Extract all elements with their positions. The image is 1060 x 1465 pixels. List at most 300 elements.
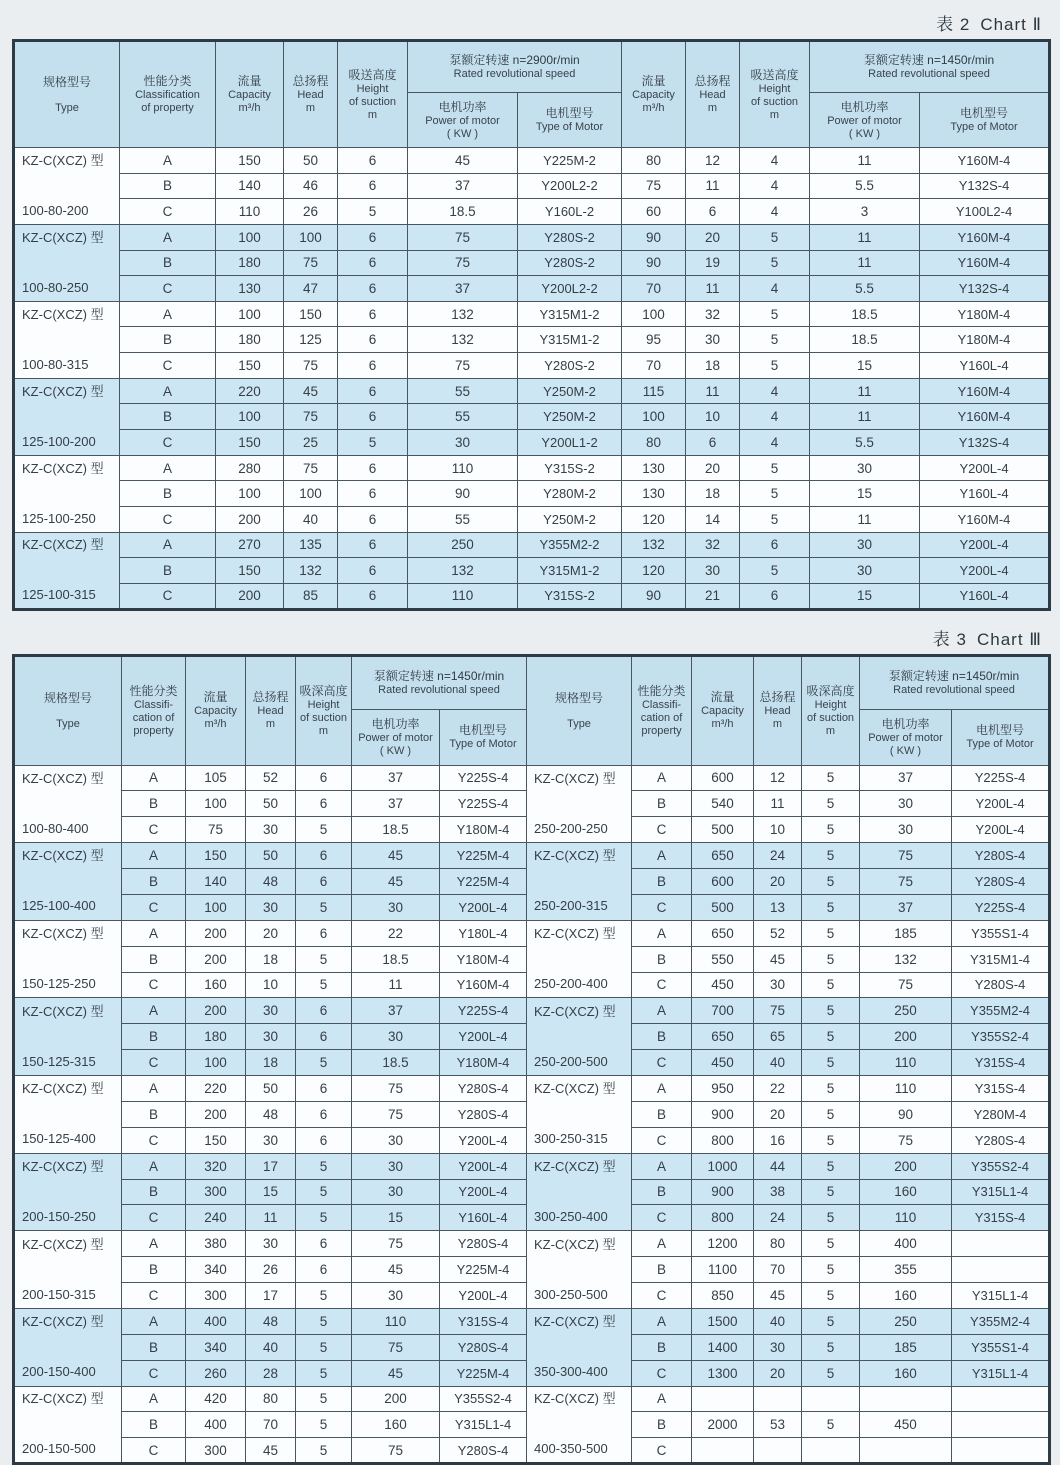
value-cell: 250 (860, 1308, 952, 1334)
value-cell: 340 (186, 1257, 246, 1283)
value-cell: 50 (246, 843, 296, 869)
value-cell: 160 (860, 1179, 952, 1205)
motor-cell: Y280S-4 (440, 1076, 527, 1102)
value-cell: 220 (216, 378, 284, 404)
pump-type-cell (14, 998, 122, 1076)
motor-cell: Y180M-4 (440, 817, 527, 843)
class-cell: C (632, 1360, 692, 1386)
class-cell: B (122, 1024, 186, 1050)
table-row (14, 148, 1050, 174)
class-cell: B (120, 327, 216, 353)
pump-type-cell (14, 765, 122, 843)
value-cell: 45 (754, 1283, 802, 1309)
value-cell: 600 (692, 765, 754, 791)
pump-model: KZ-C(XCZ) 型 (534, 770, 616, 786)
value-cell: 340 (186, 1334, 246, 1360)
value-cell: 900 (692, 1101, 754, 1127)
pump-size: 300-250-315 (534, 1131, 608, 1147)
class-cell: C (122, 972, 186, 998)
pump-model: KZ-C(XCZ) 型 (22, 306, 104, 322)
value-cell: 5 (802, 1153, 860, 1179)
motor-cell: Y225S-4 (440, 765, 527, 791)
chart2-title (12, 8, 1048, 39)
value-cell: 48 (246, 869, 296, 895)
value-cell: 40 (284, 506, 338, 532)
motor-cell: Y315L1-4 (952, 1360, 1050, 1386)
value-cell: 6 (296, 1024, 352, 1050)
pump-model: KZ-C(XCZ) 型 (22, 1003, 104, 1019)
pump-model: KZ-C(XCZ) 型 (534, 848, 616, 864)
pump-type-cell (14, 148, 120, 225)
value-cell: 132 (408, 558, 518, 584)
motor-cell: Y280S-4 (952, 843, 1050, 869)
class-cell: C (632, 894, 692, 920)
value-cell: 5 (802, 1024, 860, 1050)
value-cell: 20 (686, 455, 740, 481)
table-row (14, 1231, 1050, 1257)
value-cell: 120 (622, 506, 686, 532)
value-cell: 5 (802, 1231, 860, 1257)
pump-model: KZ-C(XCZ) 型 (534, 1158, 616, 1174)
value-cell: 6 (338, 301, 408, 327)
motor-cell: Y132S-4 (920, 276, 1050, 302)
value-cell: 20 (754, 869, 802, 895)
value-cell: 6 (296, 1076, 352, 1102)
class-cell: A (632, 1386, 692, 1412)
motor-cell: Y315S-4 (952, 1076, 1050, 1102)
pump-model: KZ-C(XCZ) 型 (22, 460, 104, 476)
value-cell: 6 (296, 765, 352, 791)
pump-model: KZ-C(XCZ) 型 (534, 1081, 616, 1097)
value-cell: 6 (338, 250, 408, 276)
t2-header-speed-2900: 泵额定转速 n=2900r/min Rated revolutional speed (408, 41, 622, 93)
value-cell: 24 (754, 1205, 802, 1231)
value-cell: 13 (754, 894, 802, 920)
value-cell: 150 (186, 1127, 246, 1153)
pump-size: 150-125-250 (22, 976, 96, 992)
motor-cell: Y200L2-2 (518, 276, 622, 302)
value-cell: 100 (284, 481, 338, 507)
value-cell: 18.5 (352, 1050, 440, 1076)
class-cell: A (632, 1231, 692, 1257)
value-cell: 6 (338, 148, 408, 174)
value-cell: 100 (186, 1050, 246, 1076)
class-cell: B (120, 481, 216, 507)
class-cell: A (632, 843, 692, 869)
motor-cell: Y315L1-4 (952, 1179, 1050, 1205)
value-cell: 11 (810, 506, 920, 532)
value-cell: 75 (408, 250, 518, 276)
table-row (14, 378, 1050, 404)
class-cell: C (120, 353, 216, 379)
pump-model: KZ-C(XCZ) 型 (22, 926, 104, 942)
pump-size: 125-100-315 (22, 587, 96, 603)
value-cell: 30 (352, 1127, 440, 1153)
value-cell: 110 (352, 1308, 440, 1334)
value-cell: 75 (284, 353, 338, 379)
t3-header-power-left: 电机功率 Power of motor ( KW ) (352, 709, 440, 765)
value-cell: 85 (284, 583, 338, 609)
value-cell: 18.5 (810, 301, 920, 327)
motor-cell: Y225S-4 (440, 998, 527, 1024)
table-row (14, 765, 1050, 791)
class-cell: C (122, 1050, 186, 1076)
value-cell: 6 (338, 506, 408, 532)
value-cell: 280 (216, 455, 284, 481)
pump-size: 200-150-315 (22, 1286, 96, 1302)
t2-header-capacity-1: 流量 Capacity m³/h (216, 41, 284, 148)
value-cell: 400 (186, 1412, 246, 1438)
value-cell: 5 (802, 1360, 860, 1386)
chart3-table (12, 654, 1051, 1465)
value-cell: 12 (754, 765, 802, 791)
motor-cell: Y200L-4 (440, 1024, 527, 1050)
value-cell: 80 (622, 430, 686, 456)
pump-size: 150-125-315 (22, 1053, 96, 1069)
motor-cell: Y225M-4 (440, 1257, 527, 1283)
value-cell: 550 (692, 946, 754, 972)
pump-size: 200-150-250 (22, 1208, 96, 1224)
value-cell: 125 (284, 327, 338, 353)
pump-size: 125-100-400 (22, 898, 96, 914)
value-cell: 650 (692, 920, 754, 946)
motor-cell: Y315S-4 (952, 1050, 1050, 1076)
class-cell: A (120, 148, 216, 174)
t3-header-classification-left: 性能分类 Classifi- cation of property (122, 655, 186, 765)
value-cell: 30 (352, 1024, 440, 1050)
t3-header-motor-left: 电机型号 Type of Motor (440, 709, 527, 765)
t2-header-suction-2: 吸送高度 Height of suction m (740, 41, 810, 148)
value-cell: 30 (810, 532, 920, 558)
t3-header-motor-right: 电机型号 Type of Motor (952, 709, 1050, 765)
table-row (14, 301, 1050, 327)
value-cell: 200 (186, 946, 246, 972)
motor-cell: Y160L-4 (440, 1205, 527, 1231)
class-cell: A (120, 532, 216, 558)
value-cell: 140 (216, 173, 284, 199)
table-row (14, 224, 1050, 250)
value-cell: 37 (352, 998, 440, 1024)
value-cell: 40 (246, 1334, 296, 1360)
class-cell: C (122, 1127, 186, 1153)
class-cell: B (122, 1412, 186, 1438)
value-cell: 400 (186, 1308, 246, 1334)
value-cell: 28 (246, 1360, 296, 1386)
value-cell: 5 (802, 1050, 860, 1076)
pump-type-cell (14, 1076, 122, 1154)
motor-cell: Y355S1-4 (952, 920, 1050, 946)
pump-size: 350-300-400 (534, 1364, 608, 1380)
motor-cell: Y280S-4 (952, 869, 1050, 895)
class-cell: A (120, 378, 216, 404)
value-cell: 200 (860, 1024, 952, 1050)
value-cell: 300 (186, 1179, 246, 1205)
pump-size: 125-100-250 (22, 510, 96, 526)
class-cell: B (122, 791, 186, 817)
value-cell: 11 (352, 972, 440, 998)
value-cell: 52 (754, 920, 802, 946)
motor-cell: Y280S-4 (440, 1438, 527, 1464)
value-cell: 6 (296, 869, 352, 895)
pump-model: KZ-C(XCZ) 型 (534, 1314, 616, 1330)
value-cell: 65 (754, 1024, 802, 1050)
value-cell: 4 (740, 378, 810, 404)
value-cell: 75 (408, 224, 518, 250)
value-cell: 60 (622, 199, 686, 225)
pump-type-cell (527, 1231, 632, 1309)
value-cell: 270 (216, 532, 284, 558)
pump-type-cell (14, 920, 122, 998)
class-cell: A (122, 920, 186, 946)
value-cell: 355 (860, 1257, 952, 1283)
pump-type-cell (527, 1153, 632, 1231)
motor-cell: Y225S-4 (952, 894, 1050, 920)
pump-model: KZ-C(XCZ) 型 (534, 1236, 616, 1252)
value-cell: 240 (186, 1205, 246, 1231)
value-cell: 150 (284, 301, 338, 327)
motor-cell: Y355M2-4 (952, 998, 1050, 1024)
class-cell: C (120, 506, 216, 532)
value-cell: 45 (408, 148, 518, 174)
value-cell: 5 (802, 817, 860, 843)
value-cell: 70 (246, 1412, 296, 1438)
value-cell: 75 (352, 1438, 440, 1464)
motor-cell: Y315M1-2 (518, 301, 622, 327)
value-cell: 5 (802, 972, 860, 998)
table-row (14, 1308, 1050, 1334)
pump-type-cell (527, 765, 632, 843)
value-cell: 75 (352, 1231, 440, 1257)
class-cell: C (122, 894, 186, 920)
value-cell: 180 (186, 1024, 246, 1050)
value-cell: 1300 (692, 1360, 754, 1386)
t2-header-power-2: 电机功率 Power of motor ( KW ) (810, 93, 920, 148)
pump-size: 125-100-200 (22, 433, 96, 449)
pump-model: KZ-C(XCZ) 型 (22, 383, 104, 399)
pump-size: 100-80-400 (22, 820, 89, 836)
value-cell: 75 (860, 843, 952, 869)
value-cell: 30 (352, 894, 440, 920)
motor-cell: Y200L-4 (920, 558, 1050, 584)
value-cell: 5 (740, 250, 810, 276)
value-cell: 40 (754, 1050, 802, 1076)
pump-type-cell (527, 1308, 632, 1386)
value-cell: 650 (692, 843, 754, 869)
class-cell: C (632, 1205, 692, 1231)
pump-size: 100-80-200 (22, 202, 89, 218)
value-cell: 75 (352, 1101, 440, 1127)
pump-model: KZ-C(XCZ) 型 (534, 1391, 616, 1407)
value-cell: 100 (622, 301, 686, 327)
class-cell: C (122, 1205, 186, 1231)
value-cell: 3 (810, 199, 920, 225)
value-cell: 25 (284, 430, 338, 456)
value-cell: 540 (692, 791, 754, 817)
motor-cell: Y225M-4 (440, 1360, 527, 1386)
value-cell: 18 (686, 481, 740, 507)
value-cell: 5 (296, 1412, 352, 1438)
motor-cell: Y280S-4 (440, 1231, 527, 1257)
class-cell: C (120, 583, 216, 609)
class-cell: C (632, 972, 692, 998)
motor-cell: Y200L-4 (440, 1283, 527, 1309)
motor-cell: Y280S-2 (518, 353, 622, 379)
value-cell: 185 (860, 920, 952, 946)
value-cell: 30 (408, 430, 518, 456)
pump-model: KZ-C(XCZ) 型 (22, 848, 104, 864)
value-cell: 75 (284, 455, 338, 481)
value-cell: 37 (352, 765, 440, 791)
motor-cell: Y160M-4 (920, 148, 1050, 174)
value-cell: 130 (622, 481, 686, 507)
motor-cell: Y160M-4 (920, 506, 1050, 532)
table-row (14, 199, 1050, 225)
value-cell: 5 (296, 1153, 352, 1179)
motor-cell: Y200L2-2 (518, 173, 622, 199)
class-cell: C (632, 817, 692, 843)
class-cell: B (632, 946, 692, 972)
value-cell (802, 1386, 860, 1412)
value-cell: 900 (692, 1179, 754, 1205)
motor-cell: Y355S2-4 (440, 1386, 527, 1412)
value-cell (860, 1386, 952, 1412)
value-cell: 75 (754, 998, 802, 1024)
motor-cell: Y200L-4 (440, 894, 527, 920)
value-cell: 19 (686, 250, 740, 276)
pump-size: 150-125-400 (22, 1131, 96, 1147)
value-cell: 150 (216, 430, 284, 456)
value-cell: 5.5 (810, 276, 920, 302)
table-row (14, 173, 1050, 199)
class-cell: A (122, 843, 186, 869)
value-cell: 5 (802, 998, 860, 1024)
value-cell: 150 (186, 843, 246, 869)
class-cell: B (120, 404, 216, 430)
value-cell: 45 (754, 946, 802, 972)
value-cell: 132 (860, 946, 952, 972)
value-cell: 5 (296, 946, 352, 972)
value-cell: 5 (296, 1386, 352, 1412)
t3-header-suction-right: 吸深高度 Height of suction m (802, 655, 860, 765)
value-cell: 5 (296, 1334, 352, 1360)
value-cell: 160 (860, 1360, 952, 1386)
value-cell: 90 (622, 224, 686, 250)
pump-type-cell (527, 998, 632, 1076)
motor-cell: Y355M2-4 (952, 1308, 1050, 1334)
value-cell: 150 (216, 353, 284, 379)
value-cell: 50 (246, 791, 296, 817)
motor-cell: Y315M1-2 (518, 558, 622, 584)
value-cell: 30 (686, 327, 740, 353)
value-cell: 450 (692, 972, 754, 998)
class-cell: B (122, 869, 186, 895)
value-cell: 30 (246, 1024, 296, 1050)
pump-type-cell (14, 1153, 122, 1231)
value-cell: 75 (284, 250, 338, 276)
value-cell: 6 (296, 998, 352, 1024)
value-cell: 10 (754, 817, 802, 843)
value-cell: 5 (802, 1205, 860, 1231)
motor-cell: Y225M-4 (440, 869, 527, 895)
value-cell: 75 (408, 353, 518, 379)
motor-cell: Y200L-4 (440, 1179, 527, 1205)
value-cell: 200 (186, 998, 246, 1024)
class-cell: A (632, 920, 692, 946)
pump-type-cell (527, 1386, 632, 1464)
value-cell: 30 (810, 455, 920, 481)
chart2-title-en: Chart Ⅱ (980, 15, 1042, 34)
class-cell: B (120, 558, 216, 584)
value-cell: 105 (186, 765, 246, 791)
motor-cell: Y225M-4 (440, 843, 527, 869)
value-cell: 48 (246, 1308, 296, 1334)
value-cell: 110 (408, 583, 518, 609)
motor-cell: Y200L-4 (952, 791, 1050, 817)
pump-type-cell (14, 1386, 122, 1464)
pump-model: KZ-C(XCZ) 型 (22, 1236, 104, 1252)
value-cell: 46 (284, 173, 338, 199)
chart3-title (12, 623, 1048, 654)
value-cell: 44 (754, 1153, 802, 1179)
value-cell: 80 (246, 1386, 296, 1412)
t3-header-head-left: 总扬程 Head m (246, 655, 296, 765)
motor-cell: Y160M-4 (440, 972, 527, 998)
pump-model: KZ-C(XCZ) 型 (22, 1314, 104, 1330)
pump-size: 250-200-315 (534, 898, 608, 914)
value-cell: 11 (686, 173, 740, 199)
value-cell: 150 (216, 148, 284, 174)
value-cell: 1200 (692, 1231, 754, 1257)
value-cell: 5 (740, 455, 810, 481)
class-cell: C (122, 817, 186, 843)
value-cell: 5 (338, 199, 408, 225)
value-cell: 30 (246, 1127, 296, 1153)
value-cell: 4 (740, 276, 810, 302)
class-cell: B (120, 250, 216, 276)
value-cell: 50 (246, 1076, 296, 1102)
value-cell: 5 (296, 1308, 352, 1334)
value-cell: 200 (352, 1386, 440, 1412)
value-cell: 5 (296, 1050, 352, 1076)
value-cell: 15 (810, 583, 920, 609)
value-cell: 220 (186, 1076, 246, 1102)
motor-cell: Y200L-4 (920, 532, 1050, 558)
value-cell: 75 (284, 404, 338, 430)
value-cell: 100 (216, 481, 284, 507)
value-cell: 6 (338, 224, 408, 250)
value-cell: 37 (408, 276, 518, 302)
value-cell: 110 (216, 199, 284, 225)
table-row (14, 506, 1050, 532)
class-cell: B (632, 1024, 692, 1050)
value-cell: 6 (338, 378, 408, 404)
t2-header-suction-1: 吸送高度 Height of suction m (338, 41, 408, 148)
value-cell: 18.5 (352, 946, 440, 972)
t3-header-type-right: 规格型号 Type (527, 655, 632, 765)
value-cell: 6 (296, 843, 352, 869)
value-cell: 200 (860, 1153, 952, 1179)
motor-cell: Y280S-4 (440, 1334, 527, 1360)
value-cell: 5 (802, 1257, 860, 1283)
value-cell: 120 (622, 558, 686, 584)
pump-size: 200-150-400 (22, 1364, 96, 1380)
pump-model: KZ-C(XCZ) 型 (22, 1081, 104, 1097)
table-row (14, 353, 1050, 379)
value-cell: 30 (246, 998, 296, 1024)
value-cell: 132 (408, 301, 518, 327)
value-cell: 18 (686, 353, 740, 379)
value-cell: 5 (802, 894, 860, 920)
